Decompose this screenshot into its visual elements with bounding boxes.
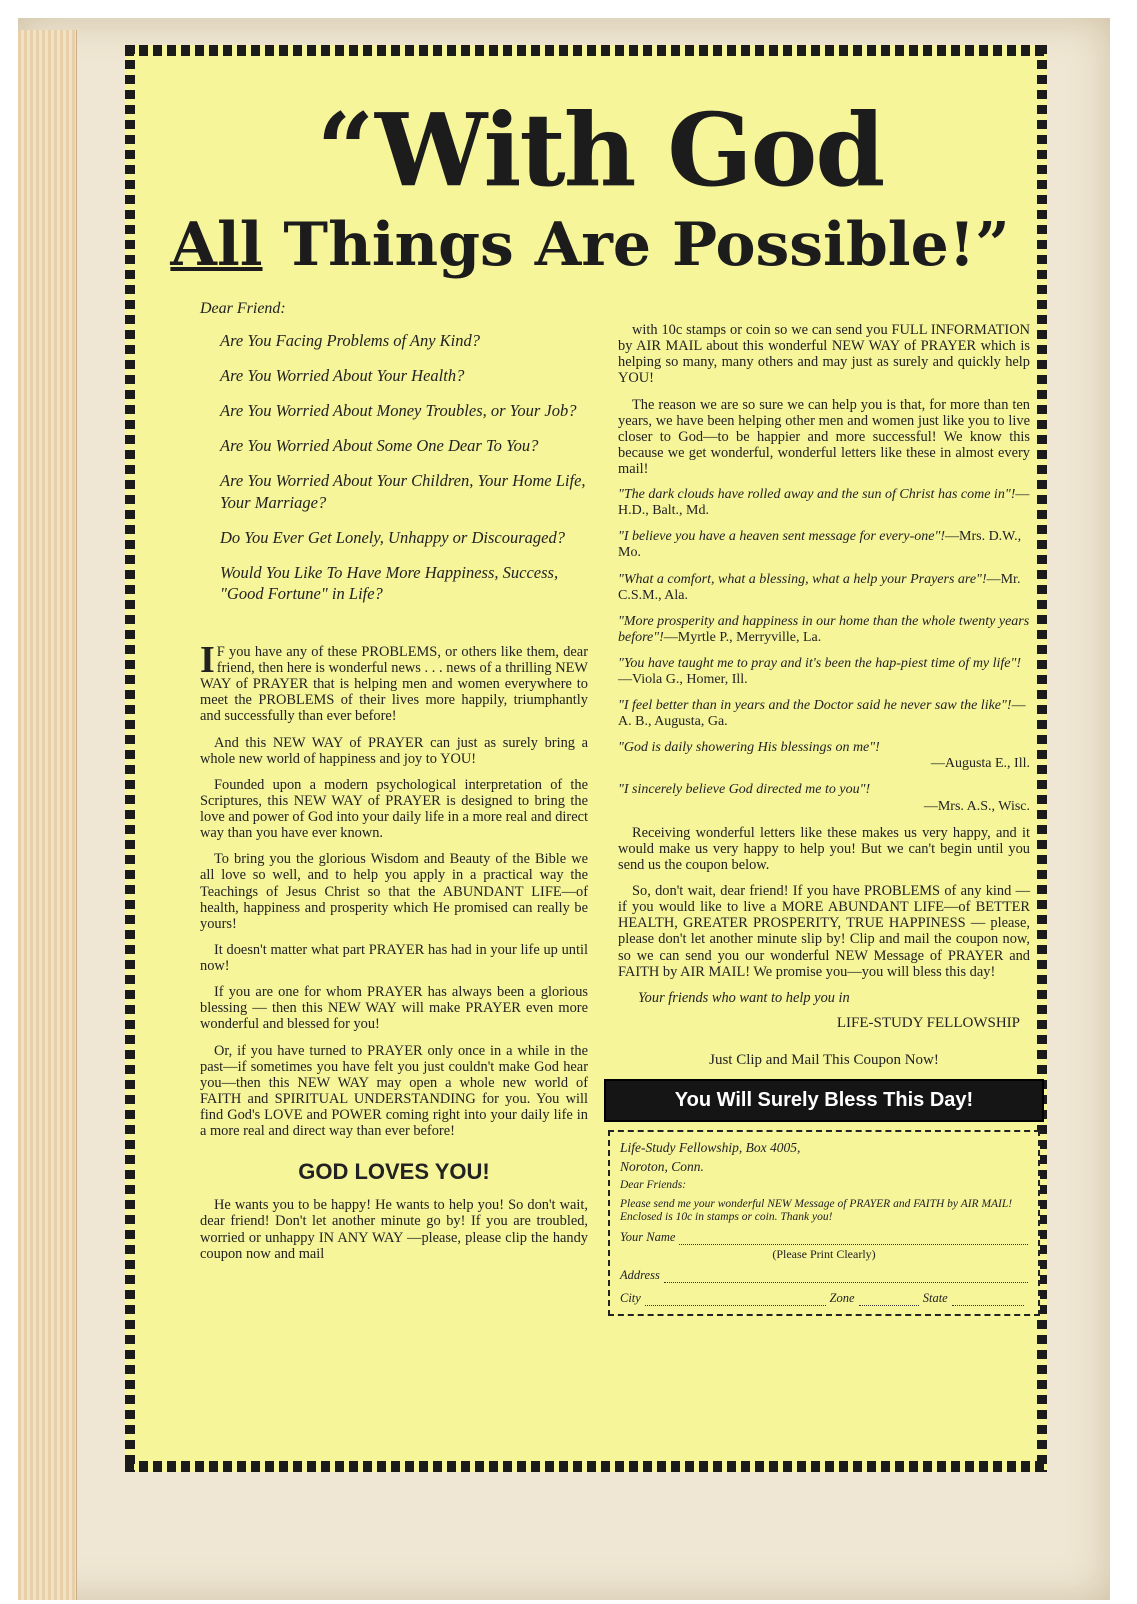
question: Are You Worried About Some One Dear To You? xyxy=(220,436,539,456)
testimonial-quote: "God is daily showering His blessings on me"! xyxy=(618,740,880,756)
testimonial-author: —Myrtle P., Merryville, La. xyxy=(663,629,822,645)
body-paragraph: To bring you the glorious Wisdom and Beauty of the Bible we all love so well, and to help you apply in a practical way the Teachings of Jesus Christ so that the ABUNDANT LIFE—of health, happiness and prosperity which He promised can really be yours! xyxy=(200,851,588,932)
mail-coupon[interactable] xyxy=(608,1130,1040,1317)
body-text: F you have any of these PROBLEMS, or others like them, dear friend, then here is wonderful news . . . news of a thrilling NEW WAY of PRAYER that is helping men and women everywhere to meet the PROBLEMS of their lives more happily, triumphantly and successfully than ever before! xyxy=(200,643,588,725)
body-paragraph: Founded upon a modern psychological interpretation of the Scriptures, this NEW WAY of PRAYER is designed to bring the love and power of God into your daily life in a more real and direct way than you have ever known. xyxy=(200,776,588,842)
body-paragraph: It doesn't matter what part PRAYER has had in your life up until now! xyxy=(200,941,588,975)
coupon-address-line-1: Life-Study Fellowship, Box 4005, xyxy=(620,1139,801,1155)
coupon-address-line-2: Noroton, Conn. xyxy=(620,1159,704,1175)
continuation-paragraph: with 10c stamps or coin so we can send you FULL INFORMATION by AIR MAIL about this wonderful NEW WAY of PRAYER which is helping so many, many others and may just as surely and quickly help YOU! xyxy=(618,322,1030,387)
testimonial xyxy=(618,614,1030,646)
subheading: GOD LOVES YOU! xyxy=(298,1159,490,1185)
city-label: City xyxy=(620,1291,641,1306)
testimonial-quote: "You have taught me to pray and it's been the hap-piest time of my life"! xyxy=(618,655,1022,671)
body-paragraph: Or, if you have turned to PRAYER only once in a while in the past—if sometimes you have felt you just couldn't make God hear you—then this NEW WAY may open a whole new world of FAITH and SPIRITUAL UNDERSTANDING for you. You will find God's LOVE and POWER coming right into your daily life in a more real and direct way than ever before! xyxy=(200,1042,588,1140)
testimonial-quote: "I believe you have a heaven sent message for every-one"! xyxy=(618,529,946,545)
headline-all: All xyxy=(170,210,263,280)
state-line[interactable] xyxy=(952,1295,1024,1306)
testimonial-quote: "The dark clouds have rolled away and the sun of Christ has come in"! xyxy=(618,487,1016,503)
address-line[interactable] xyxy=(664,1272,1028,1283)
left-column xyxy=(200,300,588,1272)
question: Do You Ever Get Lonely, Unhappy or Discouraged? xyxy=(220,527,565,547)
dont-wait-paragraph: So, don't wait, dear friend! If you have PROBLEMS of any kind — if you would like to live a MORE ABUNDANT LIFE—of BETTER HEALTH, GREATER PROSPERITY, TRUE HAPPINESS — please, please don't let another minute slip by! Clip and mail the coupon now, so we can send you our wonderful NEW Message of PRAYER and FAITH by AIR MAIL! We promise you—you will bless this day! xyxy=(618,883,1030,980)
zone-line[interactable] xyxy=(859,1295,919,1306)
question: Are You Facing Problems of Any Kind? xyxy=(220,331,481,350)
print-clearly-note: (Please Print Clearly) xyxy=(772,1247,876,1262)
clip-instruction: Just Clip and Mail This Coupon Now! xyxy=(709,1051,939,1068)
testimonial-author: —Augusta E., Ill. xyxy=(930,756,1030,772)
testimonial xyxy=(618,740,1030,772)
city-zone-state-row[interactable] xyxy=(620,1291,1028,1306)
headline-line-2 xyxy=(130,210,1050,280)
coupon-request: Please send me your wonderful NEW Message of PRAYER and FAITH by AIR MAIL! Enclosed is 10c in stamps or coin. Thank you! xyxy=(620,1198,1013,1224)
closing-paragraph: He wants you to be happy! He wants to help you! So don't wait, dear friend! Don't let another minute go by! If you are troubled, worried or unhappy IN ANY WAY —please, please clip the handy coupon now and mail xyxy=(200,1197,588,1262)
signoff: Your friends who want to help you in xyxy=(638,989,850,1006)
testimonial-author: —Mr. C.S.M., Ala. xyxy=(618,571,1021,603)
body-paragraph xyxy=(200,638,588,725)
greeting: Dear Friend: xyxy=(200,300,286,317)
question: Are You Worried About Your Health? xyxy=(220,366,465,386)
state-label: State xyxy=(922,1291,948,1306)
name-field[interactable] xyxy=(620,1230,1028,1245)
testimonial-quote: "What a comfort, what a blessing, what a help your Prayers are"! xyxy=(618,571,987,587)
organization-name: LIFE-STUDY FELLOWSHIP xyxy=(836,1014,1020,1031)
zone-label: Zone xyxy=(829,1291,855,1306)
testimonial-quote: "I sincerely believe God directed me to you"! xyxy=(618,782,871,798)
address-label: Address xyxy=(620,1268,660,1283)
receiving-paragraph: Receiving wonderful letters like these makes us very happy, and it would make us very happy to help you! But we can't begin until you send us the coupon below. xyxy=(618,824,1030,873)
reason-paragraph: The reason we are so sure we can help you is that, for more than ten years, we have been helping other men and women just like you to live closer to God—to be happier and more successful! We know this because we get wonderful, wonderful letters like these in almost every mail! xyxy=(618,396,1030,477)
headline-line-1: “With God xyxy=(316,91,884,209)
testimonial-author: —Mrs. D.W., Mo. xyxy=(618,529,1022,561)
right-column xyxy=(618,322,1030,1316)
testimonial xyxy=(618,782,1030,814)
name-label: Your Name xyxy=(620,1230,676,1245)
page-edges xyxy=(18,30,77,1600)
question: Are You Worried About Your Children, Your Home Life, Your Marriage? xyxy=(220,471,586,512)
testimonial-quote: "More prosperity and happiness in our home than the whole twenty years before"! xyxy=(618,613,1030,645)
body-paragraph: And this NEW WAY of PRAYER can just as surely bring a whole new world of happiness and joy to YOU! xyxy=(200,734,588,767)
testimonial-author: —A. B., Augusta, Ga. xyxy=(618,698,1026,730)
body-paragraph: If you are one for whom PRAYER has always been a glorious blessing — then this NEW WAY will make PRAYER even more wonderful and blessed for you! xyxy=(200,984,588,1033)
testimonial xyxy=(618,698,1030,730)
testimonial xyxy=(618,572,1030,604)
headline-rest: Things Are Possible!” xyxy=(262,210,1010,280)
testimonial xyxy=(618,529,1030,561)
testimonial-author: —H.D., Balt., Md. xyxy=(618,487,1030,519)
testimonial xyxy=(618,487,1030,519)
question: Are You Worried About Money Troubles, or Your Job? xyxy=(220,401,577,421)
city-line[interactable] xyxy=(645,1295,826,1306)
testimonial-author: —Mrs. A.S., Wisc. xyxy=(923,798,1030,814)
coupon-salutation: Dear Friends: xyxy=(620,1178,687,1191)
testimonial-quote: "I feel better than in years and the Doctor said he never saw the like"! xyxy=(618,698,1012,714)
address-field[interactable] xyxy=(620,1268,1028,1283)
name-line[interactable] xyxy=(679,1234,1028,1245)
testimonial-author: —Viola G., Homer, Ill. xyxy=(618,671,748,687)
question: Would You Like To Have More Happiness, Success, "Good Fortune" in Life? xyxy=(220,562,559,603)
testimonial xyxy=(618,656,1030,688)
drop-cap: I xyxy=(200,638,215,681)
bless-banner: You Will Surely Bless This Day! xyxy=(604,1079,1044,1122)
